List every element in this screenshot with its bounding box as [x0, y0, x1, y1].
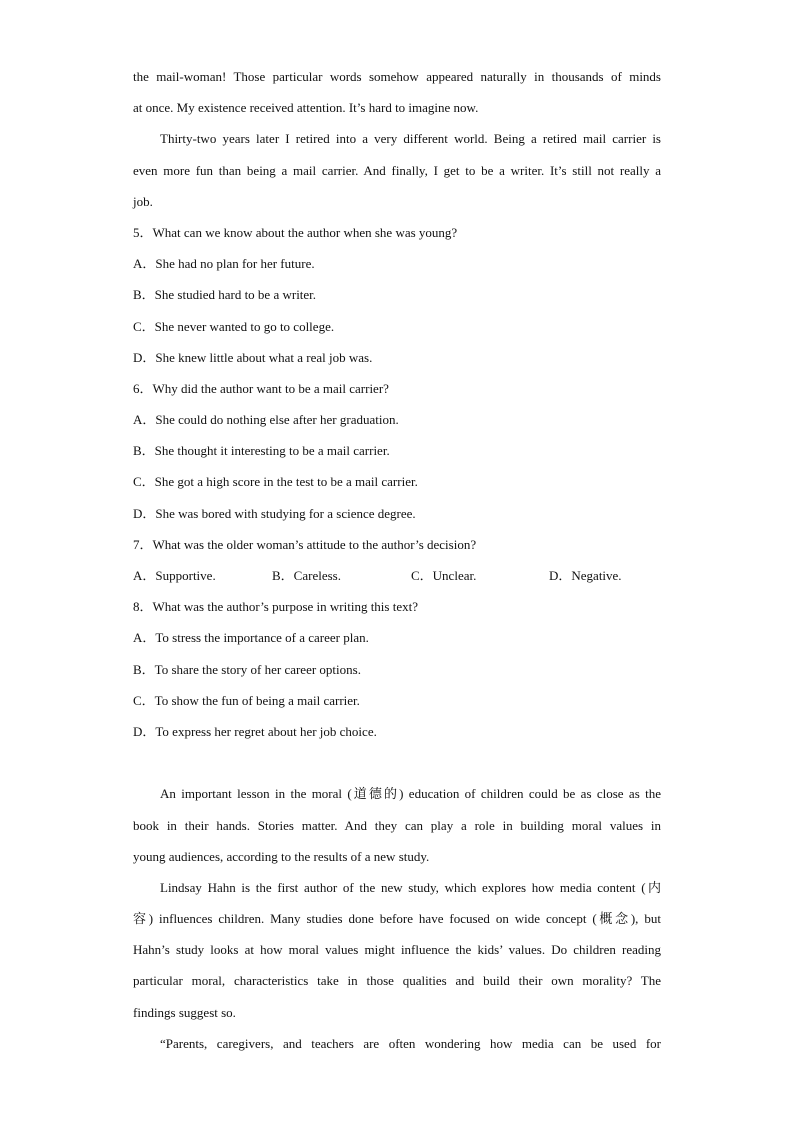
passage-line: at once. My existence received attention. It’s hard to imagine now. [133, 100, 479, 116]
question-8-stem: 8．What was the author’s purpose in writing this text? [133, 599, 418, 615]
question-6-stem: 6．Why did the author want to be a mail carrier? [133, 380, 389, 396]
question-7-option-b: B．Careless. [272, 568, 341, 583]
question-8-option-b: B．To share the story of her career options. [133, 661, 361, 677]
question-5-option-d: D．She knew little about what a real job was. [133, 349, 373, 365]
question-8-option-d: D．To express her regret about her job choice. [133, 723, 377, 739]
question-6-option-d: D．She was bored with studying for a science degree. [133, 505, 416, 521]
question-6-option-a: A．She could do nothing else after her graduation. [133, 412, 399, 428]
question-7-option-a: A．Supportive. [133, 568, 216, 583]
question-7-options [133, 563, 661, 594]
section-spacer [133, 750, 661, 781]
question-5-option-a: A．She had no plan for her future. [133, 256, 315, 272]
question-5-option-b: B．She studied hard to be a writer. [133, 287, 317, 303]
passage-line: job. [133, 193, 153, 209]
question-6-option-b: B．She thought it interesting to be a mail carrier. [133, 443, 390, 459]
passage-line: the mail-woman! Those particular words somehow appeared naturally in thousands of minds [133, 69, 661, 84]
question-5-option-c: C．She never wanted to go to college. [133, 318, 335, 334]
document-page [133, 64, 661, 1062]
passage-line: Lindsay Hahn is the first author of the new study, which explores how media content (内 [160, 879, 661, 895]
question-8-option-a: A．To stress the importance of a career plan. [133, 630, 369, 646]
passage-line: Hahn’s study looks at how moral values might influence the kids’ values. Do children reading [133, 942, 661, 958]
question-7-option-d: D．Negative. [549, 568, 622, 583]
passage-line: Thirty-two years later I retired into a very different world. Being a retired mail carrier is [160, 131, 661, 147]
question-5-stem: 5．What can we know about the author when she was young? [133, 224, 458, 240]
passage-line: even more fun than being a mail carrier. And finally, I get to be a writer. It’s still not really a [133, 162, 661, 178]
passage-line: 容) influences children. Many studies done before have focused on wide concept (概念), but [133, 911, 661, 927]
passage-line: “Parents, caregivers, and teachers are often wondering how media can be used for [160, 1035, 661, 1051]
passage-line: findings suggest so. [133, 1004, 236, 1020]
question-8-option-c: C．To show the fun of being a mail carrier. [133, 692, 360, 708]
question-7-option-c: C．Unclear. [411, 568, 477, 583]
question-6-option-c: C．She got a high score in the test to be a mail carrier. [133, 474, 418, 490]
question-7-stem: 7．What was the older woman’s attitude to the author’s decision? [133, 536, 477, 552]
passage-line: An important lesson in the moral (道德的) education of children could be as close as the [160, 786, 661, 802]
passage-line: young audiences, according to the results of a new study. [133, 848, 430, 864]
passage-line: particular moral, characteristics take in those qualities and build their own morality? The [133, 973, 661, 989]
passage-line: book in their hands. Stories matter. And they can play a role in building moral values in [133, 817, 661, 833]
